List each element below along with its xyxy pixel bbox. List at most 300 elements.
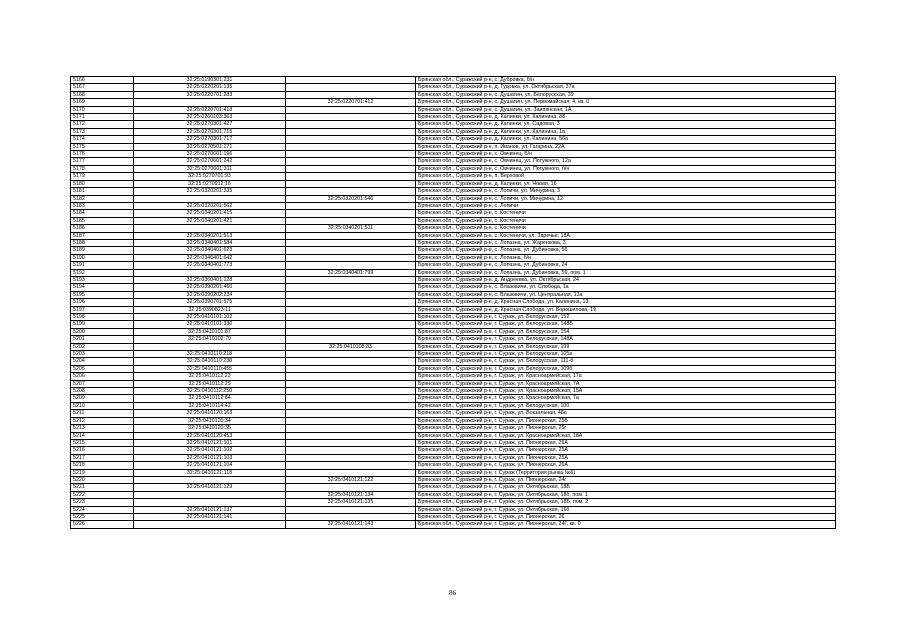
cadastral-number-secondary-cell bbox=[286, 462, 416, 469]
table-row bbox=[71, 521, 836, 528]
table-row bbox=[71, 276, 836, 283]
cadastral-number-secondary-cell bbox=[286, 336, 416, 343]
address-cell: Брянская обл., Суражский р-н, с. Лопазна, ул. Дубиновка, 56 bbox=[416, 247, 836, 254]
row-number-cell: 5167 bbox=[71, 84, 134, 91]
cadastral-number-cell: 32:25:0270601:311 bbox=[134, 165, 286, 172]
address-cell: Брянская обл., Суражский р-н, д. Красная Слобода, ул. Калинина, 13 bbox=[416, 299, 836, 306]
row-number-cell: 5224 bbox=[71, 506, 134, 513]
cadastral-number-secondary-cell bbox=[286, 432, 416, 439]
row-number-cell: 5194 bbox=[71, 284, 134, 291]
row-number-cell: 5225 bbox=[71, 513, 134, 520]
cadastral-number-secondary-cell: 32:25:0410121:134 bbox=[286, 491, 416, 498]
row-number-cell: 5176 bbox=[71, 151, 134, 158]
cadastral-number-secondary-cell bbox=[286, 425, 416, 432]
address-cell: Брянская обл., Суражский р-н, г. Сураж, ул. Пионерская, 25г bbox=[416, 425, 836, 432]
cadastral-number-cell: 32:25:0270301:715 bbox=[134, 128, 286, 135]
cadastral-number-secondary-cell: 32:25:0410108:83 bbox=[286, 343, 416, 350]
cadastral-number-secondary-cell bbox=[286, 513, 416, 520]
table-row bbox=[71, 225, 836, 232]
row-number-cell: 5183 bbox=[71, 202, 134, 209]
row-number-cell: 5218 bbox=[71, 462, 134, 469]
cadastral-number-secondary-cell bbox=[286, 84, 416, 91]
row-number-cell: 5226 bbox=[71, 521, 134, 528]
row-number-cell: 5217 bbox=[71, 454, 134, 461]
table-row bbox=[71, 217, 836, 224]
address-cell: Брянская обл., Суражский р-н, г. Сураж, ул. Белорусская, 148А bbox=[416, 336, 836, 343]
cadastral-number-cell bbox=[134, 343, 286, 350]
cadastral-number-cell: 32:25:0410114:42 bbox=[134, 402, 286, 409]
cadastral-number-cell: 32:25:0410121:103 bbox=[134, 454, 286, 461]
address-cell: Брянская обл., Суражский р-н, г. Сураж, ул. Пионерская, 24Г, кв. 0 bbox=[416, 521, 836, 528]
cadastral-number-cell: 32:25:0410121:129 bbox=[134, 484, 286, 491]
cadastral-number-cell: 32:25:0410112:84 bbox=[134, 395, 286, 402]
cadastral-number-cell: 32:25:0410112:25 bbox=[134, 380, 286, 387]
address-cell: Брянская обл., Суражский р-н, д. Калинки, ул. Новая, 16 bbox=[416, 180, 836, 187]
table-row bbox=[71, 121, 836, 128]
address-cell: Брянская обл., Суражский р-н, с. Лопазна, ул. Жаренкова, 3 bbox=[416, 239, 836, 246]
address-cell: Брянская обл., Суражский р-н, с. Костеничи bbox=[416, 217, 836, 224]
cadastral-number-secondary-cell bbox=[286, 114, 416, 121]
cadastral-number-cell: 32:25:0410101:330 bbox=[134, 321, 286, 328]
cadastral-number-secondary-cell: 32:25:0410121:135 bbox=[286, 499, 416, 506]
row-number-cell: 5214 bbox=[71, 432, 134, 439]
cadastral-number-secondary-cell: 32:25:0340201:511 bbox=[286, 225, 416, 232]
row-number-cell: 5179 bbox=[71, 173, 134, 180]
row-number-cell: 5185 bbox=[71, 217, 134, 224]
cadastral-number-cell: 32:25:0270301:717 bbox=[134, 136, 286, 143]
table-row bbox=[71, 469, 836, 476]
cadastral-number-cell: 32:25:0410121:104 bbox=[134, 462, 286, 469]
address-cell: Брянская обл., Суражский р-н, г. Сураж, ул. Пионерская, 26А bbox=[416, 462, 836, 469]
row-number-cell: 5197 bbox=[71, 306, 134, 313]
cadastral-number-cell: 32:25:0320201:335 bbox=[134, 188, 286, 195]
row-number-cell: 5193 bbox=[71, 276, 134, 283]
address-cell: Брянская обл., Суражский р-н, с. Лопичи, ул. Мичурина, 3 bbox=[416, 188, 836, 195]
row-number-cell: 5213 bbox=[71, 425, 134, 432]
address-cell: Брянская обл., Суражский р-н, д. Андреевка, ул. Октябрьская, 24 bbox=[416, 276, 836, 283]
address-cell: Брянская обл., Суражский р-н, г. Сураж, ул. Октябрьская, 16б bbox=[416, 506, 836, 513]
cadastral-number-secondary-cell bbox=[286, 165, 416, 172]
cadastral-number-secondary-cell bbox=[286, 306, 416, 313]
table-row bbox=[71, 128, 836, 135]
cadastral-number-cell: 32:25:0340401:642 bbox=[134, 254, 286, 261]
address-cell: Брянская обл., Суражский р-н, с. Костеничи, ул. Заречье, 18А bbox=[416, 232, 836, 239]
address-cell: Брянская обл., Суражский р-н, с. Дубровка, б/н bbox=[416, 77, 836, 84]
address-cell: Брянская обл., Суражский р-н, г. Сураж, ул. Белорусская, 100 bbox=[416, 402, 836, 409]
cadastral-number-cell: 32:25:0410120:453 bbox=[134, 432, 286, 439]
table-row bbox=[71, 99, 836, 106]
row-number-cell: 5173 bbox=[71, 128, 134, 135]
address-cell: Брянская обл., Суражский р-н, п. Верховой bbox=[416, 173, 836, 180]
table-row bbox=[71, 491, 836, 498]
cadastral-number-secondary-cell bbox=[286, 365, 416, 372]
table-row bbox=[71, 395, 836, 402]
table-row bbox=[71, 439, 836, 446]
address-cell: Брянская обл., Суражский р-н, п. Иванов, ул. Гагарина, 22А bbox=[416, 143, 836, 150]
cadastral-number-cell: 32:25:0410101:102 bbox=[134, 314, 286, 321]
table-row bbox=[71, 462, 836, 469]
table-row bbox=[71, 91, 836, 98]
table-row bbox=[71, 210, 836, 217]
address-cell: Брянская обл., Суражский р-н, с. Костеничи bbox=[416, 225, 836, 232]
cadastral-number-secondary-cell bbox=[286, 188, 416, 195]
cadastral-number-secondary-cell bbox=[286, 180, 416, 187]
cadastral-number-secondary-cell bbox=[286, 417, 416, 424]
cadastral-number-cell: 32:25:0360401:128 bbox=[134, 276, 286, 283]
cadastral-number-secondary-cell bbox=[286, 91, 416, 98]
table-row bbox=[71, 262, 836, 269]
cadastral-number-cell: 32:25:0410110:238 bbox=[134, 358, 286, 365]
row-number-cell: 5182 bbox=[71, 195, 134, 202]
cadastral-number-cell: 32:25:0410120:35 bbox=[134, 425, 286, 432]
address-cell: Брянская обл., Суражский р-н, г. Сураж, ул. Октябрьская, 18Б, пом. 2 bbox=[416, 499, 836, 506]
cadastral-number-secondary-cell bbox=[286, 351, 416, 358]
address-cell: Брянская обл., Суражский р-н, г. Сураж, ул. Октябрьская, 18Б bbox=[416, 484, 836, 491]
row-number-cell: 5216 bbox=[71, 447, 134, 454]
cadastral-number-secondary-cell: 32:25:0220701:412 bbox=[286, 99, 416, 106]
cadastral-number-secondary-cell bbox=[286, 410, 416, 417]
address-cell: Брянская обл., Суражский р-н, г. Сураж, ул. Красноармейская, 15А bbox=[416, 388, 836, 395]
table-row bbox=[71, 291, 836, 298]
row-number-cell: 5208 bbox=[71, 388, 134, 395]
cadastral-number-secondary-cell bbox=[286, 284, 416, 291]
address-cell: Брянская обл., Суражский р-н, г. Сураж, ул. Белорусская, 111-б bbox=[416, 358, 836, 365]
row-number-cell: 5199 bbox=[71, 321, 134, 328]
cadastral-number-cell: 32:25:0410121:101 bbox=[134, 439, 286, 446]
address-cell: Брянская обл., Суражский р-н, г. Сураж, ул. Пионерская, 26 bbox=[416, 513, 836, 520]
table-row bbox=[71, 388, 836, 395]
row-number-cell: 5177 bbox=[71, 158, 134, 165]
address-cell: Брянская обл., Суражский р-н, д. Гудовка, ул. Октябрьская, 37а bbox=[416, 84, 836, 91]
address-cell: Брянская обл., Суражский р-н, г. Сураж, ул. Красноармейская, 7А bbox=[416, 380, 836, 387]
address-cell: Брянская обл., Суражский р-н, с. Душатин, ул. Белорусская, 39 bbox=[416, 91, 836, 98]
cadastral-number-secondary-cell bbox=[286, 210, 416, 217]
row-number-cell: 5198 bbox=[71, 314, 134, 321]
cadastral-number-cell: 32:25:0410101:87 bbox=[134, 328, 286, 335]
row-number-cell: 5202 bbox=[71, 343, 134, 350]
table-row bbox=[71, 343, 836, 350]
cadastral-number-secondary-cell bbox=[286, 395, 416, 402]
address-cell: Брянская обл., Суражский р-н, г. Сураж, ул. Пионерская, 24г bbox=[416, 476, 836, 483]
cadastral-number-secondary-cell: 32:25:0340401:799 bbox=[286, 269, 416, 276]
cadastral-number-secondary-cell bbox=[286, 484, 416, 491]
cadastral-number-cell bbox=[134, 225, 286, 232]
table-row bbox=[71, 513, 836, 520]
address-cell: Брянская обл., Суражский р-н, с. Костеничи bbox=[416, 210, 836, 217]
table-row bbox=[71, 425, 836, 432]
table-row bbox=[71, 417, 836, 424]
cadastral-number-cell: 32:25:0410121:141 bbox=[134, 513, 286, 520]
row-number-cell: 5175 bbox=[71, 143, 134, 150]
cadastral-number-secondary-cell bbox=[286, 202, 416, 209]
cadastral-number-cell bbox=[134, 476, 286, 483]
cadastral-number-cell: 32:25:0390201:460 bbox=[134, 284, 286, 291]
address-cell: Брянская обл., Суражский р-н, с. Влазовичи, ул. Центральная, 13а bbox=[416, 291, 836, 298]
table-row bbox=[71, 173, 836, 180]
table-row bbox=[71, 351, 836, 358]
table-row bbox=[71, 232, 836, 239]
cadastral-number-cell bbox=[134, 499, 286, 506]
row-number-cell: 5222 bbox=[71, 491, 134, 498]
row-number-cell: 5212 bbox=[71, 417, 134, 424]
cadastral-number-cell: 32:25:0220701:283 bbox=[134, 91, 286, 98]
cadastral-number-secondary-cell bbox=[286, 217, 416, 224]
cadastral-number-secondary-cell bbox=[286, 439, 416, 446]
table-row bbox=[71, 84, 836, 91]
cadastral-number-cell: 32:25:0390701:575 bbox=[134, 299, 286, 306]
cadastral-number-cell: 32:25:0410120:34 bbox=[134, 417, 286, 424]
table-row bbox=[71, 447, 836, 454]
row-number-cell: 5168 bbox=[71, 91, 134, 98]
cadastral-number-secondary-cell bbox=[286, 158, 416, 165]
row-number-cell: 5203 bbox=[71, 351, 134, 358]
cadastral-number-cell: 32:25:0340201:415 bbox=[134, 210, 286, 217]
address-cell: Брянская обл., Суражский р-н, д. Калинки, ул. Калинина, 56а bbox=[416, 136, 836, 143]
table-row bbox=[71, 306, 836, 313]
table-row bbox=[71, 151, 836, 158]
cadastral-number-secondary-cell bbox=[286, 321, 416, 328]
cadastral-number-secondary-cell bbox=[286, 121, 416, 128]
address-cell: Брянская обл., Суражский р-н, с. Овчинец, б/н bbox=[416, 151, 836, 158]
row-number-cell: 5180 bbox=[71, 180, 134, 187]
cadastral-number-secondary-cell: 32:25:0410121:122 bbox=[286, 476, 416, 483]
cadastral-number-secondary-cell bbox=[286, 299, 416, 306]
cadastral-number-cell: 32:25:0340401:623 bbox=[134, 247, 286, 254]
cadastral-number-cell: 32:25:0320201:562 bbox=[134, 202, 286, 209]
address-cell: Брянская обл., Суражский р-н, г. Сураж, ул. Белорусская, 109 bbox=[416, 343, 836, 350]
address-cell: Брянская обл., Суражский р-н, г. Сураж, ул. Белорусская, 148Б bbox=[416, 321, 836, 328]
cadastral-number-secondary-cell bbox=[286, 373, 416, 380]
address-cell: Брянская обл., Суражский р-н, с. Лопазна, б/н bbox=[416, 254, 836, 261]
address-cell: Брянская обл., Суражский р-н, г. Сураж, ул. Вокзальная, 48а bbox=[416, 410, 836, 417]
cadastral-number-secondary-cell bbox=[286, 314, 416, 321]
address-cell: Брянская обл., Суражский р-н, с. Лопичи bbox=[416, 202, 836, 209]
table-row bbox=[71, 247, 836, 254]
table-row bbox=[71, 321, 836, 328]
table-row bbox=[71, 180, 836, 187]
row-number-cell: 5184 bbox=[71, 210, 134, 217]
table-row bbox=[71, 373, 836, 380]
cadastral-number-cell: 32:25:0410121:137 bbox=[134, 506, 286, 513]
row-number-cell: 5190 bbox=[71, 254, 134, 261]
row-number-cell: 5166 bbox=[71, 77, 134, 84]
row-number-cell: 5204 bbox=[71, 358, 134, 365]
address-cell: Брянская обл., Суражский р-н, г. Сураж, ул. Октябрьская, 18б, пом. 1 bbox=[416, 491, 836, 498]
table-row bbox=[71, 299, 836, 306]
cadastral-number-cell: 32:25:0270601:242 bbox=[134, 158, 286, 165]
cadastral-number-secondary-cell bbox=[286, 380, 416, 387]
cadastral-number-secondary-cell bbox=[286, 402, 416, 409]
cadastral-number-cell bbox=[134, 491, 286, 498]
row-number-cell: 5186 bbox=[71, 225, 134, 232]
table-row bbox=[71, 454, 836, 461]
cadastral-number-cell: 32:25:0270601:196 bbox=[134, 151, 286, 158]
address-cell: Брянская обл., Суражский р-н, д. Калинки, ул. Калинина, 1а bbox=[416, 128, 836, 135]
address-cell: Брянская обл., Суражский р-н, с. Лопичи, ул. Мичурина, 12 bbox=[416, 195, 836, 202]
table-row bbox=[71, 106, 836, 113]
address-cell: Брянская обл., Суражский р-н, с. Лопазна, ул. Дубиновка, 59, пом. 1 bbox=[416, 269, 836, 276]
table-row bbox=[71, 269, 836, 276]
cadastral-number-cell: 32:25:0390202:234 bbox=[134, 291, 286, 298]
row-number-cell: 5174 bbox=[71, 136, 134, 143]
cadastral-number-secondary-cell bbox=[286, 447, 416, 454]
cadastral-number-secondary-cell bbox=[286, 254, 416, 261]
address-cell: Брянская обл., Суражский р-н, г. Сураж, ул. Красноармейская, 17а bbox=[416, 373, 836, 380]
cadastral-number-secondary-cell bbox=[286, 143, 416, 150]
address-cell: Брянская обл., Суражский р-н, д. Калинки, ул. Калинина, 88 bbox=[416, 114, 836, 121]
cadastral-number-secondary-cell: 32:25:0410121:143 bbox=[286, 521, 416, 528]
table-row bbox=[71, 158, 836, 165]
cadastral-number-secondary-cell bbox=[286, 106, 416, 113]
table-row bbox=[71, 484, 836, 491]
cadastral-number-cell bbox=[134, 99, 286, 106]
cadastral-number-secondary-cell bbox=[286, 173, 416, 180]
table-row bbox=[71, 499, 836, 506]
row-number-cell: 5195 bbox=[71, 291, 134, 298]
address-cell: Брянская обл., Суражский р-н, г. Сураж, ул. Белорусская, 154 bbox=[416, 328, 836, 335]
cadastral-number-cell: 32:25:0390823:11 bbox=[134, 306, 286, 313]
table-row bbox=[71, 358, 836, 365]
row-number-cell: 5219 bbox=[71, 469, 134, 476]
cadastral-number-cell: 32:25:0220201:135 bbox=[134, 84, 286, 91]
cadastral-number-cell: 32:25:0270701:93 bbox=[134, 173, 286, 180]
row-number-cell: 5200 bbox=[71, 328, 134, 335]
cadastral-number-cell: 32:25:0190301:231 bbox=[134, 77, 286, 84]
row-number-cell: 5171 bbox=[71, 114, 134, 121]
address-cell: Брянская обл., Суражский р-н, г. Сураж, ул. Красноармейская, 7а bbox=[416, 395, 836, 402]
cadastral-number-cell bbox=[134, 195, 286, 202]
table-row bbox=[71, 143, 836, 150]
cadastral-number-secondary-cell bbox=[286, 136, 416, 143]
row-number-cell: 5209 bbox=[71, 395, 134, 402]
address-cell: Брянская обл., Суражский р-н, г. Сураж, ул. Пионерская, 26А bbox=[416, 439, 836, 446]
cadastral-number-secondary-cell bbox=[286, 328, 416, 335]
cadastral-number-secondary-cell bbox=[286, 358, 416, 365]
row-number-cell: 5211 bbox=[71, 410, 134, 417]
cadastral-number-secondary-cell bbox=[286, 232, 416, 239]
table-row bbox=[71, 380, 836, 387]
address-cell: Брянская обл., Суражский р-н, г. Сураж, ул. Белорусская, 109б bbox=[416, 365, 836, 372]
row-number-cell: 5215 bbox=[71, 439, 134, 446]
cadastral-number-cell: 32:25:0410120:163 bbox=[134, 410, 286, 417]
address-cell: Брянская обл., Суражский р-н, с. Душатин, ул. Заипянская, 1А bbox=[416, 106, 836, 113]
cadastral-number-cell bbox=[134, 521, 286, 528]
cadastral-number-cell: 32:25:0410121:118 bbox=[134, 469, 286, 476]
table-row bbox=[71, 476, 836, 483]
row-number-cell: 5223 bbox=[71, 499, 134, 506]
cadastral-number-secondary-cell bbox=[286, 469, 416, 476]
row-number-cell: 5178 bbox=[71, 165, 134, 172]
address-cell: Брянская обл., Суражский р-н, с. Овчинец, ул. Потужного, б/н bbox=[416, 165, 836, 172]
table-row bbox=[71, 402, 836, 409]
row-number-cell: 5207 bbox=[71, 380, 134, 387]
cadastral-number-secondary-cell bbox=[286, 239, 416, 246]
address-cell: Брянская обл., Суражский р-н, д. Красная Слобода, ул. Ворошилова, 19 bbox=[416, 306, 836, 313]
address-cell: Брянская обл., Суражский р-н, г. Сураж (Территория рынка №6) bbox=[416, 469, 836, 476]
table-row bbox=[71, 410, 836, 417]
cadastral-number-secondary-cell: 32:25:0320201:546 bbox=[286, 195, 416, 202]
address-cell: Брянская обл., Суражский р-н, с. Овчинец, ул. Потужного, 12а bbox=[416, 158, 836, 165]
cadastral-number-cell: 32:25:0410112:23 bbox=[134, 373, 286, 380]
cadastral-number-secondary-cell bbox=[286, 454, 416, 461]
cadastral-number-secondary-cell bbox=[286, 247, 416, 254]
cadastral-number-cell: 32:25:0260103:363 bbox=[134, 114, 286, 121]
table-row bbox=[71, 254, 836, 261]
table-row bbox=[71, 432, 836, 439]
table-row bbox=[71, 195, 836, 202]
address-cell: Брянская обл., Суражский р-н, с. Душатин, ул. Первомайская, 4, кв. 0 bbox=[416, 99, 836, 106]
cadastral-number-secondary-cell bbox=[286, 128, 416, 135]
row-number-cell: 5220 bbox=[71, 476, 134, 483]
row-number-cell: 5205 bbox=[71, 365, 134, 372]
table-row bbox=[71, 136, 836, 143]
cadastral-number-secondary-cell bbox=[286, 506, 416, 513]
table-row bbox=[71, 77, 836, 84]
table-row bbox=[71, 202, 836, 209]
row-number-cell: 5170 bbox=[71, 106, 134, 113]
row-number-cell: 5196 bbox=[71, 299, 134, 306]
cadastral-number-cell: 32:25:0340401:773 bbox=[134, 262, 286, 269]
cadastral-number-secondary-cell bbox=[286, 291, 416, 298]
cadastral-number-cell: 32:25:0410110:218 bbox=[134, 351, 286, 358]
table-row bbox=[71, 365, 836, 372]
cadastral-number-cell: 32:25:0410121:102 bbox=[134, 447, 286, 454]
address-cell: Брянская обл., Суражский р-н, г. Сураж, ул. Белорусская, 105а bbox=[416, 351, 836, 358]
registry-table bbox=[70, 76, 836, 529]
cadastral-number-secondary-cell bbox=[286, 151, 416, 158]
cadastral-number-secondary-cell bbox=[286, 77, 416, 84]
cadastral-number-secondary-cell bbox=[286, 388, 416, 395]
address-cell: Брянская обл., Суражский р-н, г. Сураж, ул. Пионерская, 25Б bbox=[416, 417, 836, 424]
cadastral-number-cell bbox=[134, 269, 286, 276]
cadastral-number-cell: 32:25:0340201:421 bbox=[134, 217, 286, 224]
row-number-cell: 5189 bbox=[71, 247, 134, 254]
address-cell: Брянская обл., Суражский р-н, с. Лопазна, ул. Дубиновка, 24 bbox=[416, 262, 836, 269]
table-row bbox=[71, 165, 836, 172]
address-cell: Брянская обл., Суражский р-н, г. Сураж, ул. Пионерская, 25А bbox=[416, 454, 836, 461]
row-number-cell: 5172 bbox=[71, 121, 134, 128]
cadastral-number-cell: 32:25:0340401:584 bbox=[134, 239, 286, 246]
cadastral-number-cell: 32:25:0270501:171 bbox=[134, 143, 286, 150]
cadastral-number-cell: 32:25:0340201:513 bbox=[134, 232, 286, 239]
row-number-cell: 5187 bbox=[71, 232, 134, 239]
cadastral-number-secondary-cell bbox=[286, 262, 416, 269]
row-number-cell: 5181 bbox=[71, 188, 134, 195]
table-row bbox=[71, 114, 836, 121]
table-row bbox=[71, 188, 836, 195]
row-number-cell: 5169 bbox=[71, 99, 134, 106]
table-row bbox=[71, 239, 836, 246]
address-cell: Брянская обл., Суражский р-н, с. Влазовичи, ул. Слобода, 1а bbox=[416, 284, 836, 291]
cadastral-number-cell: 32:25:0270301:427 bbox=[134, 121, 286, 128]
cadastral-number-secondary-cell bbox=[286, 276, 416, 283]
address-cell: Брянская обл., Суражский р-н, г. Сураж, ул. Пионерская, 25А bbox=[416, 447, 836, 454]
table-body bbox=[71, 77, 836, 529]
row-number-cell: 5191 bbox=[71, 262, 134, 269]
address-cell: Брянская обл., Суражский р-н, г. Сураж, ул. Белорусская, 152 bbox=[416, 314, 836, 321]
cadastral-number-cell: 32:25:0410102:70 bbox=[134, 336, 286, 343]
row-number-cell: 5206 bbox=[71, 373, 134, 380]
address-cell: Брянская обл., Суражский р-н, г. Сураж, ул. Красноармейская, 18А bbox=[416, 432, 836, 439]
address-cell: Брянская обл., Суражский р-н, д. Калинки, ул. Садовая, 3 bbox=[416, 121, 836, 128]
row-number-cell: 5192 bbox=[71, 269, 134, 276]
row-number-cell: 5188 bbox=[71, 239, 134, 246]
cadastral-number-cell: 32:25:0220701:418 bbox=[134, 106, 286, 113]
table-row bbox=[71, 314, 836, 321]
cadastral-number-cell: 32:25:0410110:455 bbox=[134, 365, 286, 372]
row-number-cell: 5201 bbox=[71, 336, 134, 343]
row-number-cell: 5221 bbox=[71, 484, 134, 491]
